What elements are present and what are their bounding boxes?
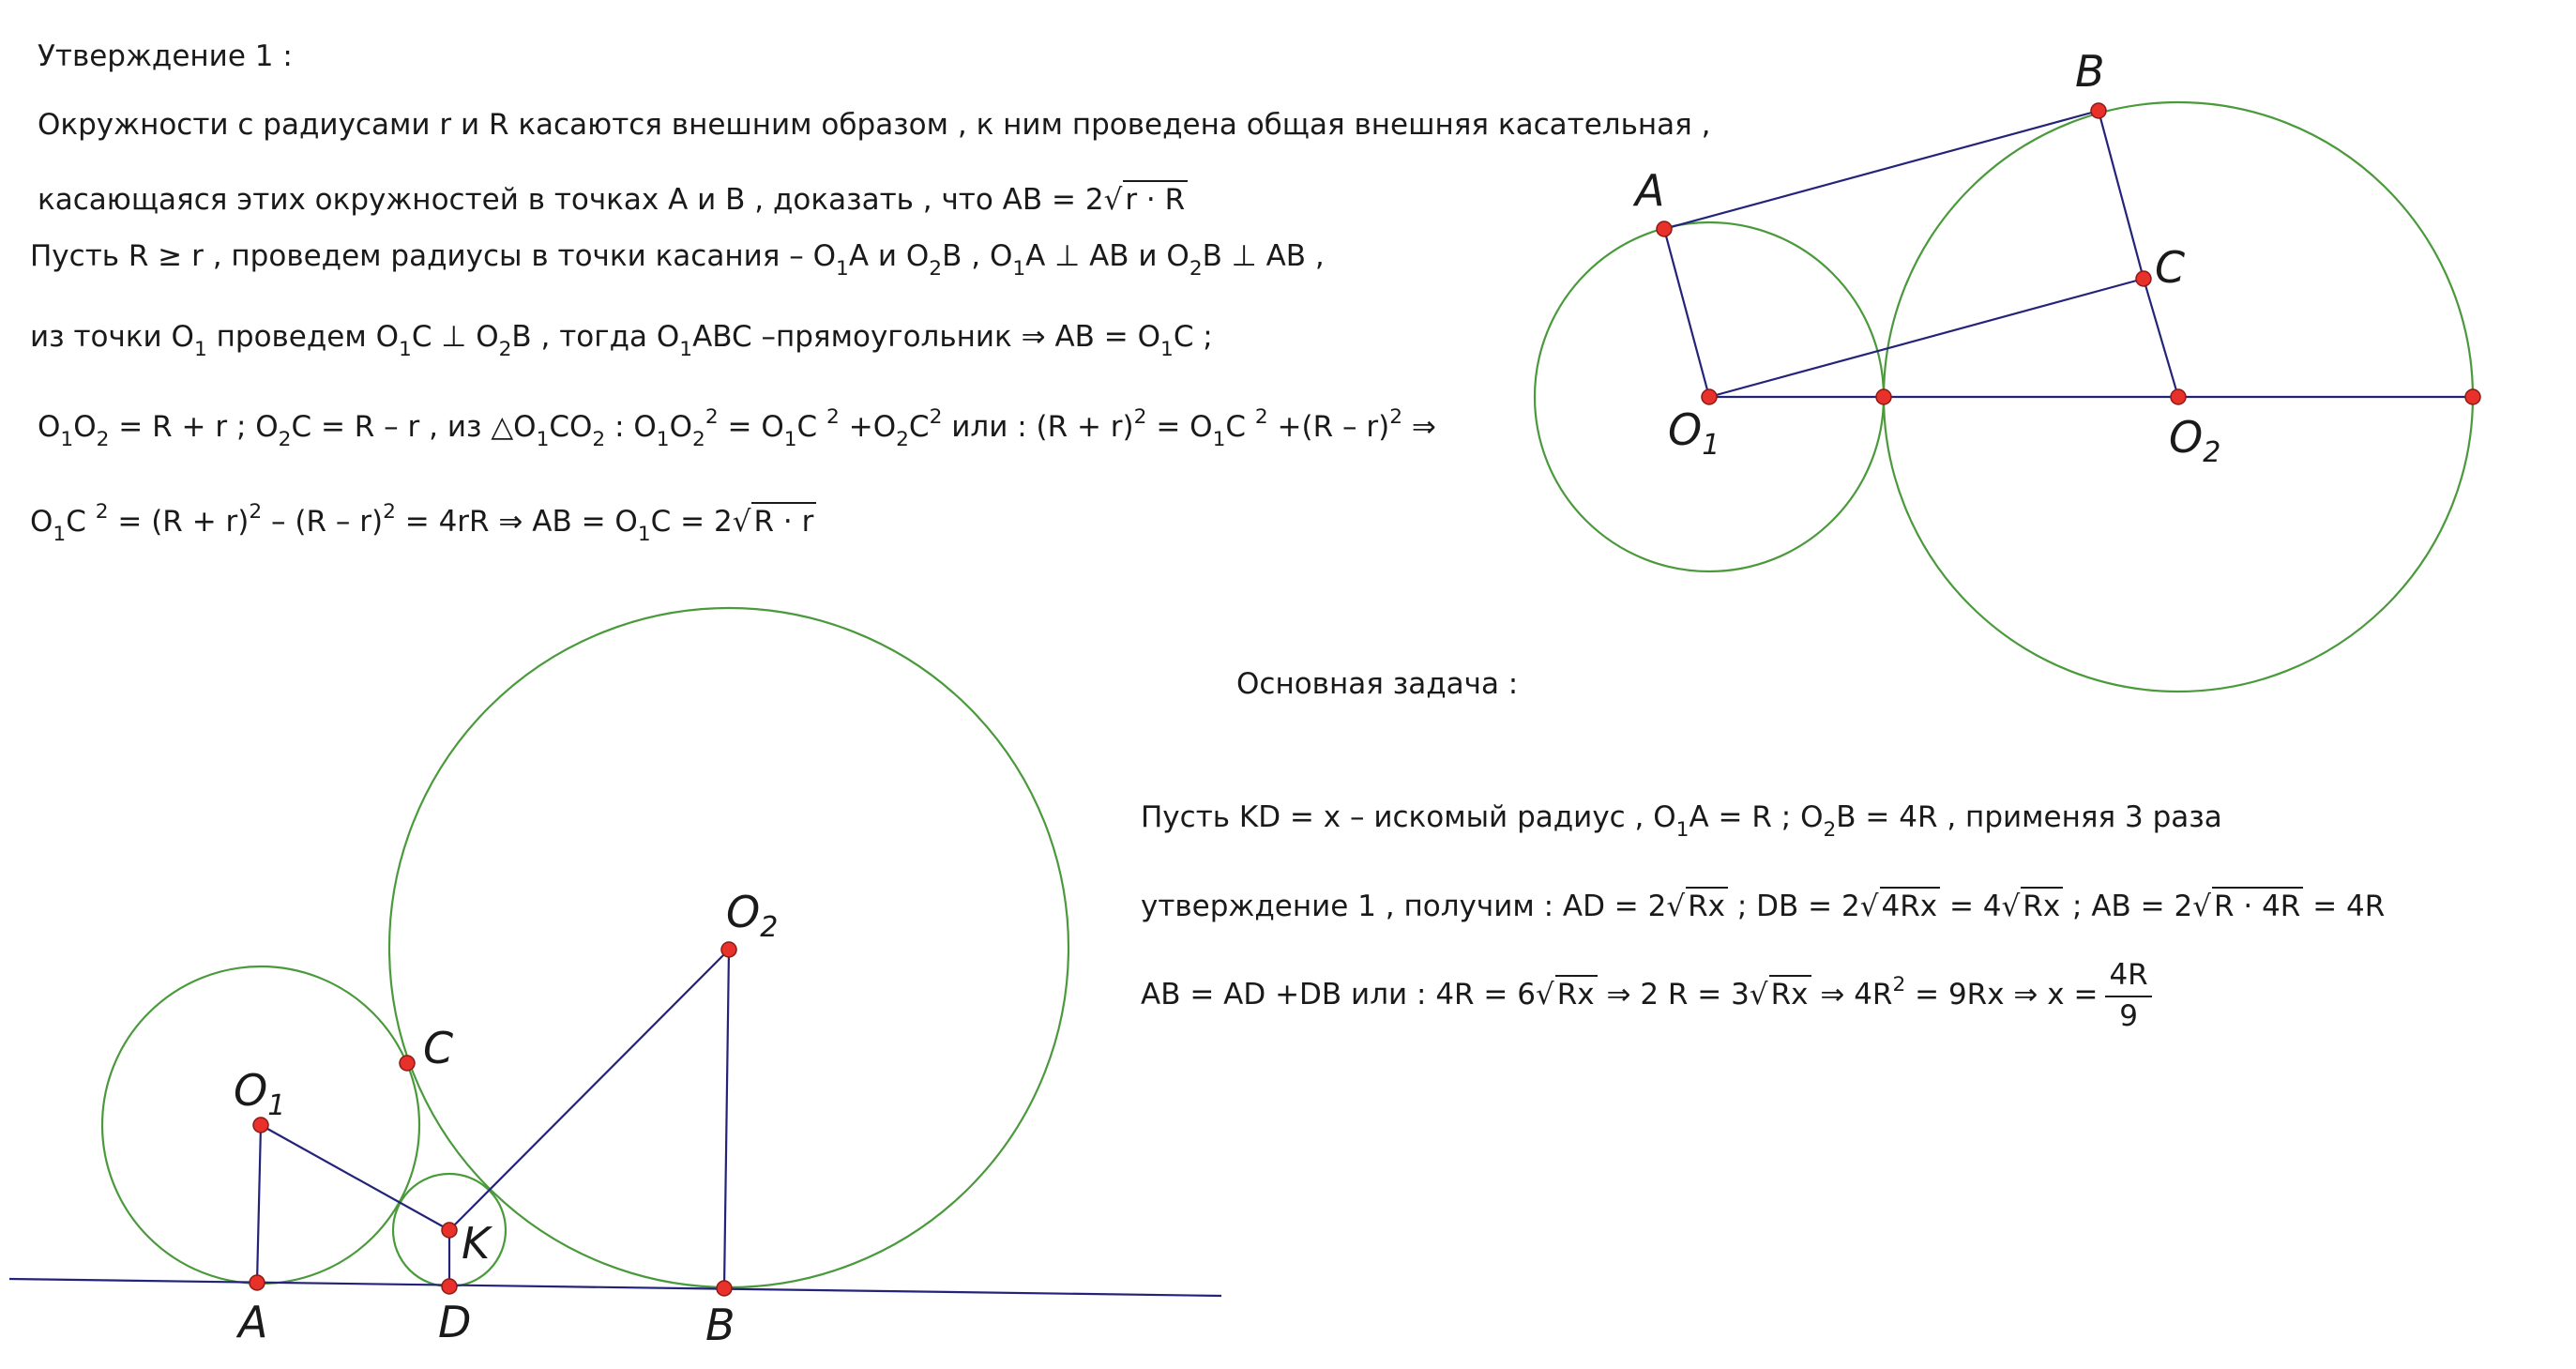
top-point-B — [2091, 103, 2106, 118]
bottom-label-C: C — [423, 1023, 454, 1073]
bottom-point-K — [442, 1223, 457, 1238]
statement-title: Утверждение 1 : — [38, 39, 293, 73]
top-label-O2: $O_2$ — [2169, 412, 2221, 469]
proof-line2: из точки $O_1$ проведем $O_1C$ ⊥ $O_2B$ , тогда $O_1ABC$ –прямоугольник ⇒ AB = $O_1C$ ; — [30, 320, 1213, 361]
top-point-O1 — [1702, 389, 1717, 404]
proof-line4: $O_1C$ $^2 = (R + r)^2 - (R - r)^2 = 4rR$ ⇒ AB = $O_1C = 2√R \cdot r$ — [30, 502, 816, 538]
top-label-C: C — [2155, 242, 2186, 293]
top-segment-BC — [2099, 111, 2144, 279]
top-point-O2 — [2171, 389, 2186, 404]
sqrt-Rx-1: Rx — [1686, 887, 1728, 922]
sqrt-rR: r · R — [1123, 180, 1188, 216]
bottom-point-O2 — [721, 942, 736, 957]
proof-line1: Пусть R ≥ r , проведем радиусы в точки касания – $O_1A$ и $O_2B$ , $O_1A$ ⊥ AB и $O_2B$ ⊥ AB , — [30, 239, 1325, 281]
bottom-label-A: A — [238, 1297, 268, 1347]
bottom-point-A — [250, 1275, 265, 1290]
diagram-top — [1535, 46, 2480, 692]
top-segment-O1C — [1709, 279, 2144, 397]
bottom-segment-O1K — [261, 1125, 449, 1230]
sqrt-R4R: R · 4R — [2212, 887, 2303, 922]
bottom-label-D: D — [438, 1297, 472, 1347]
bottom-point-C — [400, 1056, 415, 1071]
top-point-C — [2136, 271, 2151, 286]
top-label-O1: $O_1$ — [1668, 404, 1720, 462]
diagram-bottom — [9, 608, 1221, 1350]
fraction-4R-over-9: $\frac{4R}{9}$ — [2105, 959, 2151, 1033]
statement-line2: касающаяся этих окружностей в точках A и B , доказать , что AB = 2√r · R — [38, 180, 1188, 216]
top-segment-AB — [1664, 111, 2099, 229]
proof-line3: $O_1O_2 = R + r$ ; $O_2C = R - r$ , из $\triangle O_1CO_2$ : $O_1O_2^2 = O_1C$ $^2 +O_2C^2$ или : $(R + r)^2 = O_1C$ $^2$ +(R – r)$^2$ ⇒ — [38, 404, 1436, 451]
main-task-line3: AB = AD +DB или : 4R = 6√Rx ⇒ 2 R = 3√Rx ⇒ $4R^2 = 9Rx$ ⇒ x = $\frac{4R}{9}$ — [1141, 959, 2152, 1033]
sqrt-Rx-3: Rx — [1555, 975, 1598, 1011]
top-point-end — [2465, 389, 2480, 404]
bottom-point-O1 — [253, 1118, 268, 1133]
bottom-tangent-line — [9, 1279, 1221, 1296]
bottom-label-B: B — [705, 1300, 735, 1350]
main-task-line1: Пусть KD = x – искомый радиус , $O_1A = R$ ; $O_2B = 4R$ , применяя 3 раза — [1141, 800, 2222, 842]
bottom-point-D — [442, 1279, 457, 1294]
top-point-A — [1657, 221, 1672, 236]
bottom-label-O1: $O_1$ — [234, 1065, 286, 1122]
bottom-segment-O1A — [257, 1125, 261, 1283]
sqrt-Rx-2: Rx — [2021, 887, 2063, 922]
bottom-label-K: K — [462, 1218, 491, 1269]
top-point-tangency — [1876, 389, 1891, 404]
main-task-line2: утверждение 1 , получим : AD = 2√Rx ; DB = 2√4Rx = 4√Rx ; AB = 2√R · 4R = 4R — [1141, 887, 2385, 922]
sqrt-Rr: R · r — [751, 502, 816, 538]
top-segment-AO1 — [1664, 229, 1709, 397]
top-segment-CO2 — [2144, 279, 2178, 397]
main-task-title: Основная задача : — [1236, 667, 1519, 701]
bottom-segment-KO2 — [449, 950, 729, 1230]
top-label-B: B — [2075, 46, 2105, 97]
sqrt-4Rx: 4Rx — [1880, 887, 1941, 922]
sqrt-Rx-4: Rx — [1769, 975, 1811, 1011]
bottom-label-O2: $O_2$ — [726, 887, 779, 944]
bottom-segment-O2B — [724, 950, 729, 1288]
bottom-point-B — [717, 1281, 732, 1296]
top-label-A: A — [1635, 165, 1665, 216]
statement-line1: Окружности с радиусами r и R касаются внешним образом , к ним проведена общая внешняя касательная , — [38, 108, 1711, 142]
